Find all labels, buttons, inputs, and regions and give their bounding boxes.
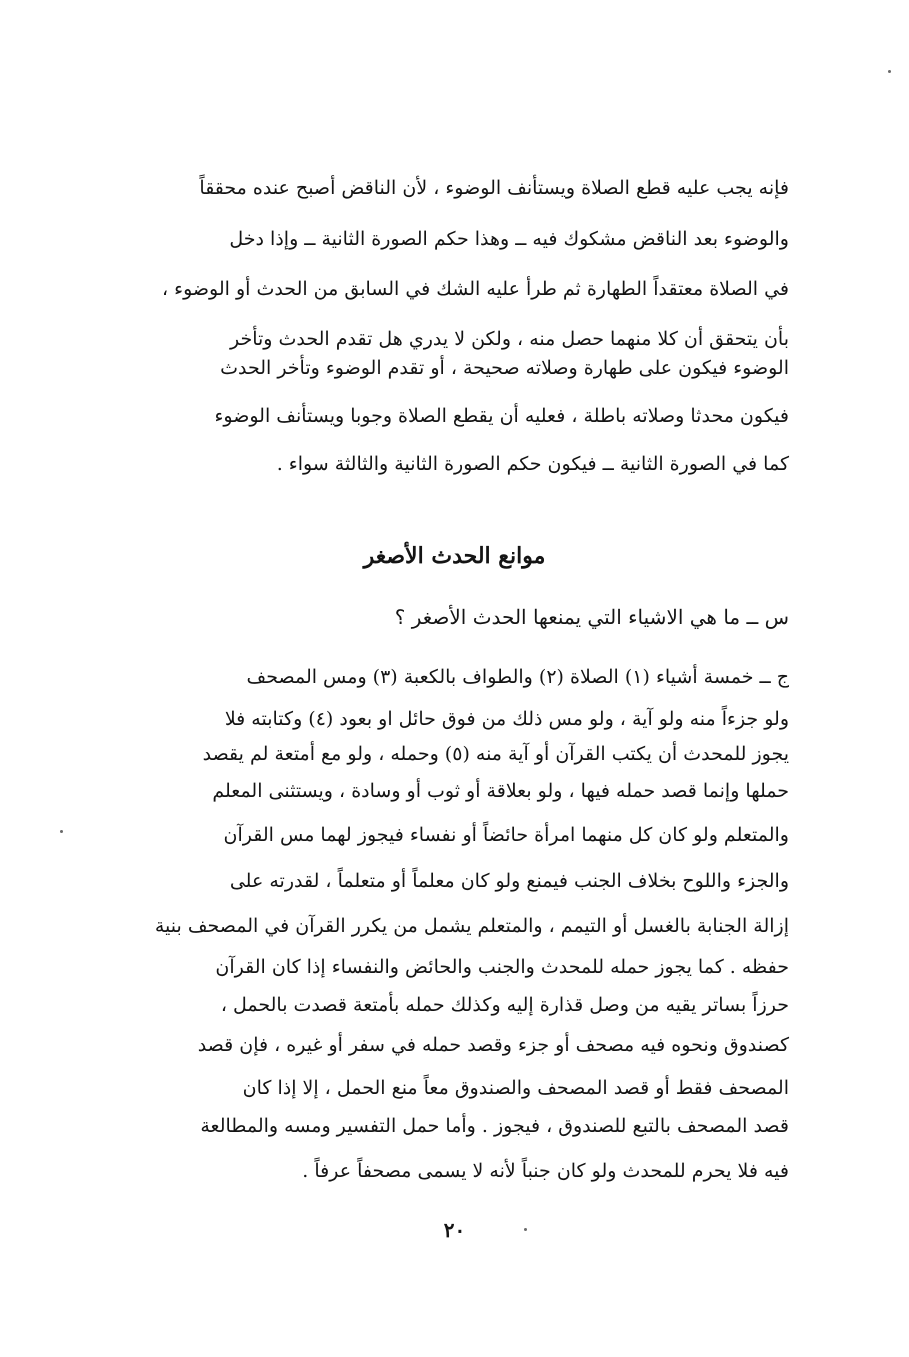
page-number: ٢٠ [443, 1218, 466, 1242]
text-line: بأن يتحقق أن كلا منهما حصل منه ، ولكن لا يدري هل تقدم الحدث وتأخر [229, 328, 789, 350]
text-line: إزالة الجنابة بالغسل أو التيمم ، والمتعلم يشمل من يكرر القرآن في المصحف بنية [154, 915, 789, 937]
text-line: في الصلاة معتقداً الطهارة ثم طرأ عليه الشك في السابق من الحدث أو الوضوء ، [161, 278, 789, 300]
text-line: المصحف فقط أو قصد المصحف والصندوق معاً منع الحمل ، إلا إذا كان [242, 1077, 789, 1099]
scan-speck [888, 70, 891, 73]
text-line: فإنه يجب عليه قطع الصلاة ويستأنف الوضوء ، لأن الناقض أصبح عنده محققاً [199, 177, 789, 199]
text-line: حملها وإنما قصد حمله فيها ، ولو بعلاقة أو ثوب أو وسادة ، ويستثنى المعلم [212, 780, 789, 802]
text-line: ولو جزءاً منه ولو آية ، ولو مس ذلك من فوق حائل او بعود (٤) وكتابته فلا [224, 708, 789, 730]
text-line: كصندوق ونحوه فيه مصحف أو جزء وقصد حمله في سفر أو غيره ، فإن قصد [197, 1034, 789, 1056]
text-line: والوضوء بعد الناقض مشكوك فيه ــ وهذا حكم الصورة الثانية ــ وإذا دخل [229, 228, 789, 250]
scan-speck [60, 830, 63, 833]
text-line: فيه فلا يحرم للمحدث ولو كان جنباً لأنه لا يسمى مصحفاً عرفاً . [302, 1160, 789, 1182]
question-text: س ــ ما هي الاشياء التي يمنعها الحدث الأصغر ؟ [394, 605, 789, 629]
text-line: ج ــ خمسة أشياء (١) الصلاة (٢) والطواف بالكعبة (٣) ومس المصحف [246, 666, 789, 688]
text-line: والمتعلم ولو كان كل منهما امرأة حائضاً أو نفساء فيجوز لهما مس القرآن [223, 824, 789, 846]
text-line: الوضوء فيكون على طهارة وصلاته صحيحة ، أو تقدم الوضوء وتأخر الحدث [220, 357, 789, 379]
text-line: كما في الصورة الثانية ــ فيكون حكم الصورة الثانية والثالثة سواء . [276, 453, 789, 475]
scan-speck [524, 1228, 527, 1231]
section-heading: موانع الحدث الأصغر [363, 543, 546, 569]
text-line: فيكون محدثا وصلاته باطلة ، فعليه أن يقطع الصلاة وجوبا ويستأنف الوضوء [214, 405, 789, 427]
text-line: يجوز للمحدث أن يكتب القرآن أو آية منه (٥) وحمله ، ولو مع أمتعة لم يقصد [202, 743, 789, 765]
text-line: قصد المصحف بالتبع للصندوق ، فيجوز . وأما حمل التفسير ومسه والمطالعة [200, 1115, 789, 1137]
text-line: والجزء واللوح بخلاف الجنب فيمنع ولو كان معلماً أو متعلماً ، لقدرته على [229, 870, 789, 892]
text-line: حفظه . كما يجوز حمله للمحدث والجنب والحائض والنفساء إذا كان القرآن [215, 956, 789, 978]
text-line: حرزاً بساتر يقيه من وصل قذارة إليه وكذلك حمله بأمتعة قصدت بالحمل ، [220, 994, 789, 1016]
